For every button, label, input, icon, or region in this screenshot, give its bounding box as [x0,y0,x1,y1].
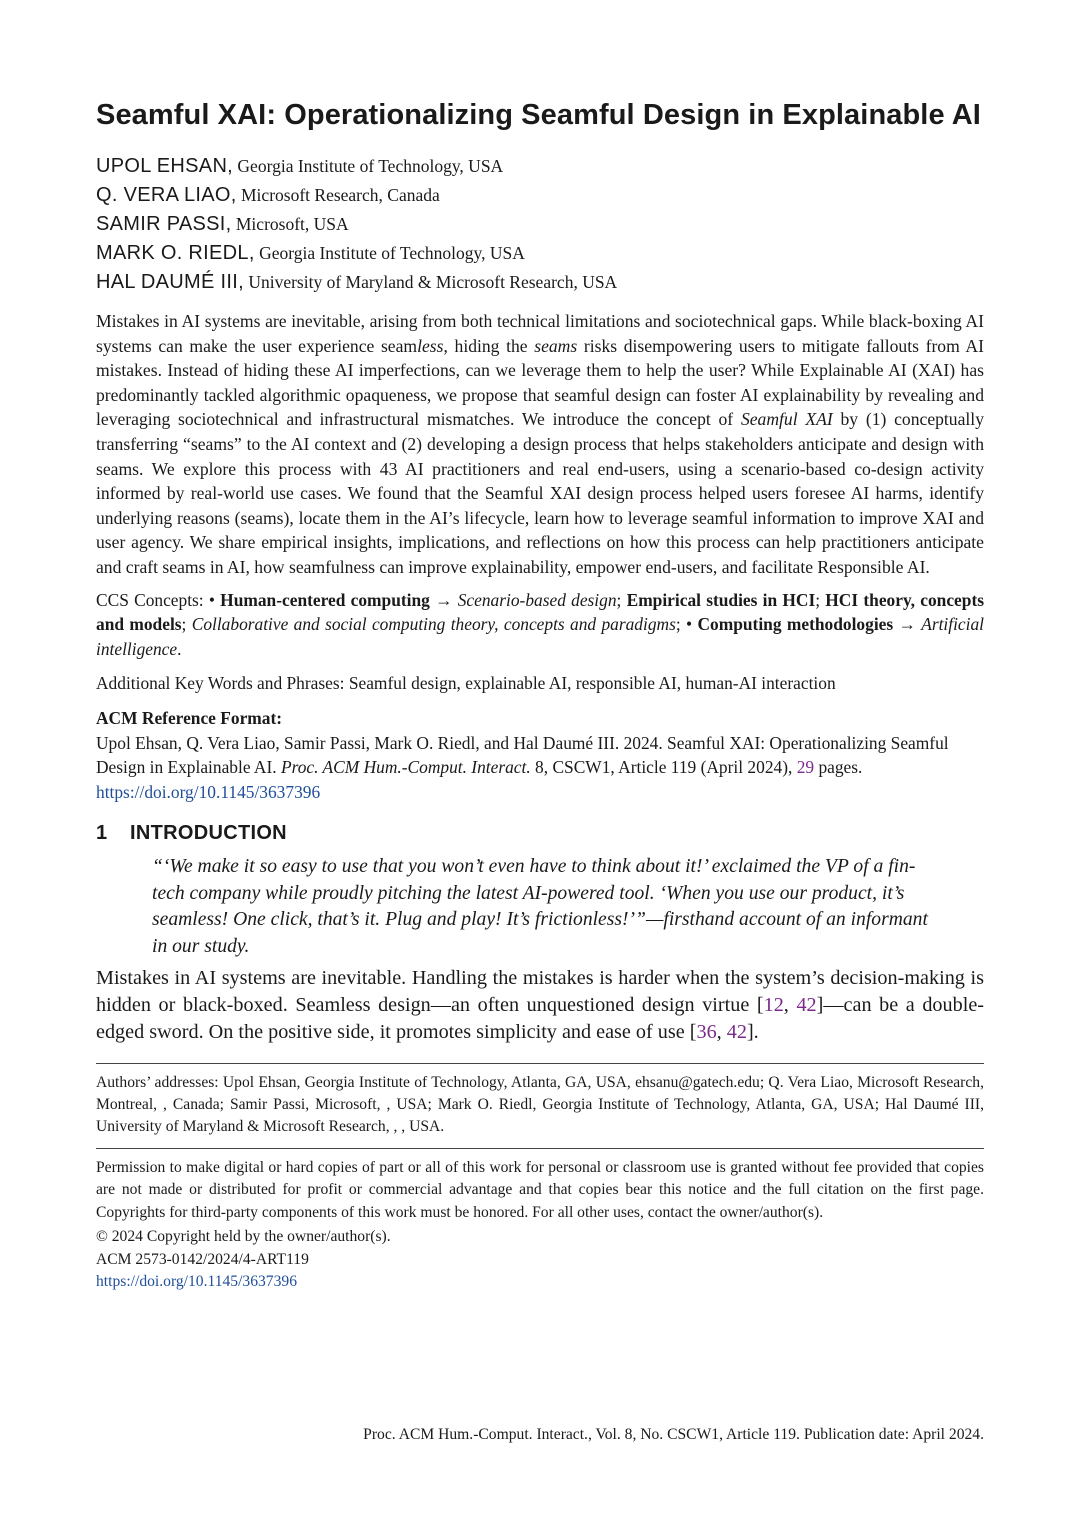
citation-link[interactable]: 12 [763,994,784,1017]
author-entry [96,181,984,210]
author-name: HAL DAUMÉ III, [96,271,244,293]
ccs-separator: ; [181,614,192,635]
author-affiliation: Microsoft, USA [231,214,349,234]
ccs-separator: . [177,638,182,659]
ccs-separator: ; [815,589,826,610]
ccs-concept: Human-centered computing [220,589,430,610]
ccs-concept: HCI theory, concepts and models [96,589,985,635]
permission-notice [96,1148,984,1293]
acm-reference-text: pages. [814,757,863,778]
doi-link[interactable]: https://doi.org/10.1145/3637396 [96,781,321,802]
abstract-text: risks disempowering users to mitigate fallouts from AI mistakes. Instead of hiding these AI imperfections, can we leverage them to help the user? While Explainable AI (XAI) has predominantly tackled algorithmic opaqueness, we propose that seamful design can foster AI explainability by revealing and leveraging sociotechnical and infrastructural mismatches. We introduce the concept of [96,335,984,430]
abstract-text: by (1) conceptually transferring “seams” to the AI context and (2) developing a design process that helps stakeholders anticipate and design with seams. We explore this process with 43 AI practitioners and real end-users, using a scenario-based co-design activity informed by real-world use cases. We found that the Seamful XAI design process helped users foresee AI harms, identify underlying reasons (seams), locate them in the AI’s lifecycle, learn how to leverage seamful information to improve XAI and user agency. We share empirical insights, implications, and reflections on how this process can help practitioners anticipate and craft seams in AI, how seamfulness can improve explainability, empower end-users, and facilitate Responsible AI. [96,409,984,577]
author-entry [96,152,984,181]
author-list [96,152,984,297]
author-name: SAMIR PASSI, [96,213,232,235]
acm-reference [96,706,984,804]
intro-text: ]. [746,1021,759,1044]
section-number: 1 [96,822,108,845]
acm-reference-text: 8, CSCW1, Article 119 (April 2024), [530,757,797,778]
abstract-emphasis: Seamful XAI [740,409,833,430]
paper-title: Seamful XAI: Operationalizing Seamful Design in Explainable AI [96,99,981,131]
section-title: INTRODUCTION [130,822,287,845]
intro-text: Mistakes in AI systems are inevitable. Handling the mistakes is harder when the system’s decision-making is hidden or black-boxed. Seamless design—an often unquestioned design virtue [ [96,966,984,1017]
ccs-concept: Computing methodologies [697,614,894,635]
abstract-emphasis: seams [534,335,578,356]
author-affiliation: Georgia Institute of Technology, USA [254,243,525,263]
ccs-subconcept: Collaborative and social computing theory, concepts and paradigms [191,614,676,635]
ccs-concept: Empirical studies in HCI [626,589,816,610]
abstract-emphasis: less [417,335,444,356]
abstract-text: , hiding the [443,335,535,356]
acm-reference-heading: ACM Reference Format: [96,707,283,728]
epigraph-quote: “‘We make it so easy to use that you won’t even have to think about it!’ exclaimed the VP of a fin-tech company while proudly pitching the latest AI-powered tool. ‘When you use our product, it’s seamless! One click, that’s it. Plug and play! It’s frictionless!’”—firsthand account of an informant in our study. [152,856,928,958]
author-affiliation: University of Maryland & Microsoft Research, USA [243,272,618,292]
author-affiliation: Georgia Institute of Technology, USA [233,156,504,176]
paper-page [96,96,984,1293]
intro-text: ]—can be a double-edged sword. On the positive side, it promotes simplicity and ease of use [ [96,994,984,1044]
author-entry [96,268,984,297]
ccs-concepts [96,588,984,662]
intro-text: , [783,994,797,1017]
ccs-arrow: → [893,614,922,635]
abstract [96,309,984,580]
ccs-separator: ; • [675,614,698,635]
intro-text: , [716,1021,727,1044]
acm-reference-body [96,731,984,805]
author-name: Q. VERA LIAO, [96,184,237,206]
author-entry [96,210,984,239]
ccs-separator: ; [616,589,627,610]
ccs-label: CCS Concepts: • [96,589,221,610]
acm-id-line: ACM 2573-0142/2024/4-ART119 [96,1250,309,1268]
permission-text: Permission to make digital or hard copies of part or all of this work for personal or classroom use is granted without fee provided that copies are not made or distributed for profit or commercial advantage and that copies bear this notice and the full citation on the first page. Copyrights for third-party components of this work must be honored. For all other uses, contact the owner/author(s). [96,1158,984,1221]
author-entry [96,239,984,268]
ccs-subconcept: Scenario-based design [457,589,617,610]
authors-addresses-footnote: Authors’ addresses: Upol Ehsan, Georgia Institute of Technology, Atlanta, GA, USA, ehsanu@gatech.edu; Q. Vera Liao, Microsoft Research, Montreal, , Canada; Samir Passi, Microsoft, , USA; Mark O. Riedl, Georgia Institute of Technology, Atlanta, GA, USA; Hal Daumé III, University of Maryland & Microsoft Research, , , USA. [96,1063,984,1138]
page-footer: Proc. ACM Hum.-Comput. Interact., Vol. 8, No. CSCW1, Article 119. Publication date: April 2024. [363,1426,984,1443]
page-count-link[interactable]: 29 [796,757,815,778]
permission-doi-link[interactable]: https://doi.org/10.1145/3637396 [96,1272,297,1290]
author-name: UPOL EHSAN, [96,155,234,177]
author-affiliation: Microsoft Research, Canada [236,185,440,205]
section-heading [96,820,984,846]
author-name: MARK O. RIEDL, [96,242,255,264]
acm-reference-journal: Proc. ACM Hum.-Comput. Interact. [280,757,531,778]
keywords: Additional Key Words and Phrases: Seamful design, explainable AI, responsible AI, human-AI interaction [96,673,836,694]
copyright-line: © 2024 Copyright held by the owner/author(s). [96,1228,391,1246]
ccs-arrow: → [429,589,458,610]
ccs-subconcept: Artificial intelligence [96,614,984,659]
citation-link[interactable]: 42 [726,1021,747,1044]
citation-link[interactable]: 36 [696,1021,717,1044]
citation-link[interactable]: 42 [796,994,817,1017]
abstract-text: Mistakes in AI systems are inevitable, arising from both technical limitations and sociotechnical gaps. While black-boxing AI systems can make the user experience seam [96,311,984,356]
acm-reference-text: Upol Ehsan, Q. Vera Liao, Samir Passi, Mark O. Riedl, and Hal Daumé III. 2024. Seamful XAI: Operationalizing Seamful Design in Explainable AI. [96,732,949,778]
intro-paragraph [96,965,984,1047]
